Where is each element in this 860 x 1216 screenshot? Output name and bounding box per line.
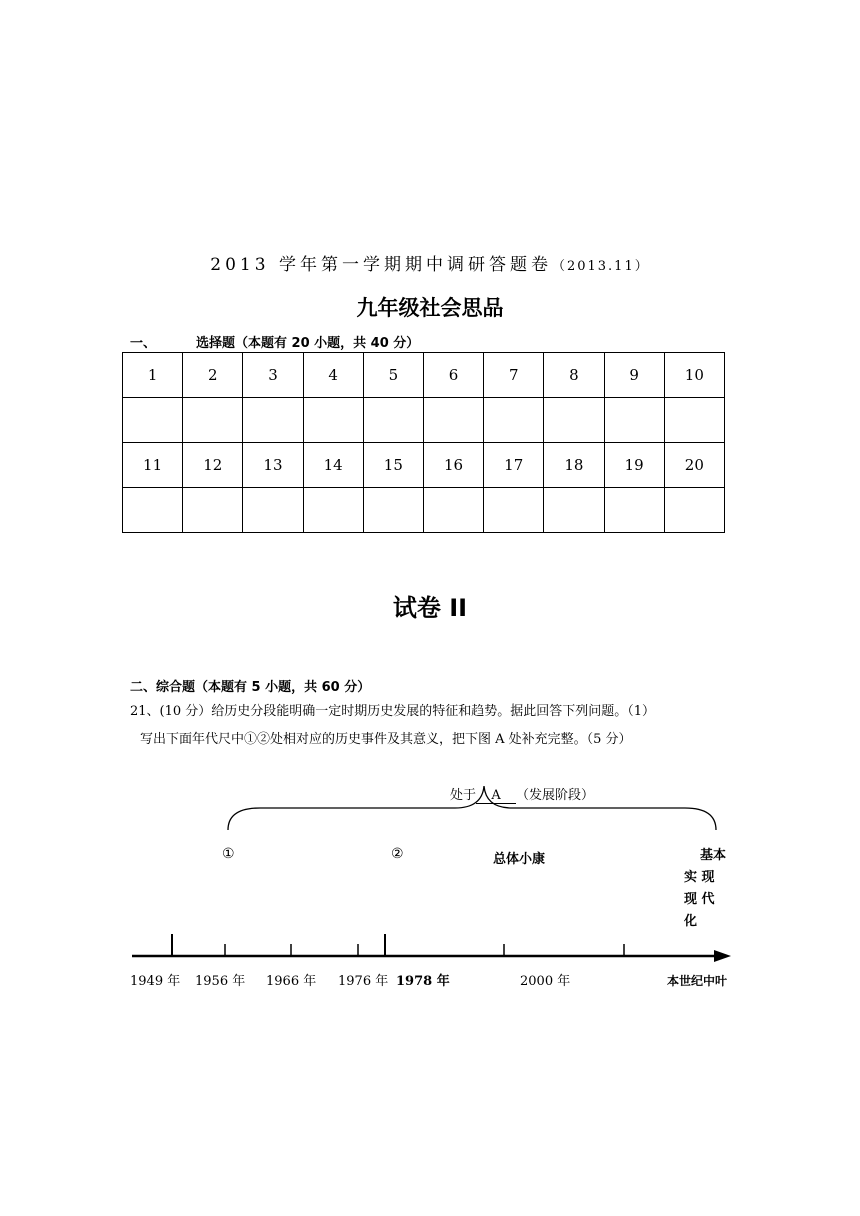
question-number-cell: 4: [303, 353, 363, 398]
question21-line2: 写出下面年代尺中①②处相对应的历史事件及其意义，把下图 A 处补充完整。（5 分）: [140, 732, 632, 747]
year-label-1976: 1976 年: [338, 974, 389, 989]
question-number-cell: 14: [303, 443, 363, 488]
question-number-cell: 6: [423, 353, 483, 398]
event-modernization-line2: 实 现: [684, 870, 715, 885]
event-modernization-line3: 现 代: [684, 892, 715, 907]
subject-title: 九年级社会思品: [356, 296, 504, 320]
paper2-title: 试卷 II: [392, 594, 468, 622]
event-modernization-line4: 化: [684, 914, 698, 929]
question-number-cell: 19: [604, 443, 664, 488]
question-number-cell: 5: [363, 353, 423, 398]
question-number-cell: 7: [484, 353, 544, 398]
question-number-cell: 15: [363, 443, 423, 488]
event-overall-xiaokang: 总体小康: [493, 852, 546, 867]
question-number-cell: 18: [544, 443, 604, 488]
question-number-cell: 1: [123, 353, 183, 398]
year-label-2000: 2000 年: [520, 974, 571, 989]
marker-2: ②: [391, 846, 404, 862]
question-number-cell: 9: [604, 353, 664, 398]
question-number-cell: 2: [183, 353, 243, 398]
year-label-1956: 1956 年: [195, 974, 246, 989]
year-label-mid-century: 本世纪中叶: [667, 974, 728, 988]
question-number-cell: 8: [544, 353, 604, 398]
question-number-cell: 12: [183, 443, 243, 488]
question-number-cell: 3: [243, 353, 303, 398]
question-number-cell: 20: [664, 443, 724, 488]
timeline-brace: [228, 786, 716, 830]
exam-date: （2013.11）: [551, 259, 650, 274]
section1-number: 一、: [130, 336, 157, 351]
question-number-cell: 16: [423, 443, 483, 488]
question-number-cell: 17: [484, 443, 544, 488]
event-modernization: [684, 845, 726, 933]
question-number-cell: 13: [243, 443, 303, 488]
stage-blank-a[interactable]: A: [476, 789, 516, 804]
stage-prefix: 处于: [450, 788, 477, 803]
year-label-1966: 1966 年: [266, 974, 317, 989]
section1-label: 选择题（本题有 20 小题，共 40 分）: [196, 336, 420, 351]
question-number-cell: 10: [664, 353, 724, 398]
year-label-1949: 1949 年: [130, 974, 181, 989]
exam-title-text: 2013 学年第一学期期中调研答题卷: [210, 255, 552, 275]
stage-suffix: （发展阶段）: [516, 788, 595, 803]
marker-1: ①: [222, 846, 235, 862]
question21-line1: 21、(10 分）给历史分段能明确一定时期历史发展的特征和趋势。据此回答下列问题。（1）: [130, 704, 656, 719]
event-modernization-line1: 基本: [700, 848, 727, 863]
question-number-cell: 11: [123, 443, 183, 488]
year-label-1978: 1978 年: [396, 974, 450, 989]
section2-heading: 二、综合题（本题有 5 小题，共 60 分）: [130, 680, 371, 695]
timeline-arrow-head: [714, 950, 731, 962]
